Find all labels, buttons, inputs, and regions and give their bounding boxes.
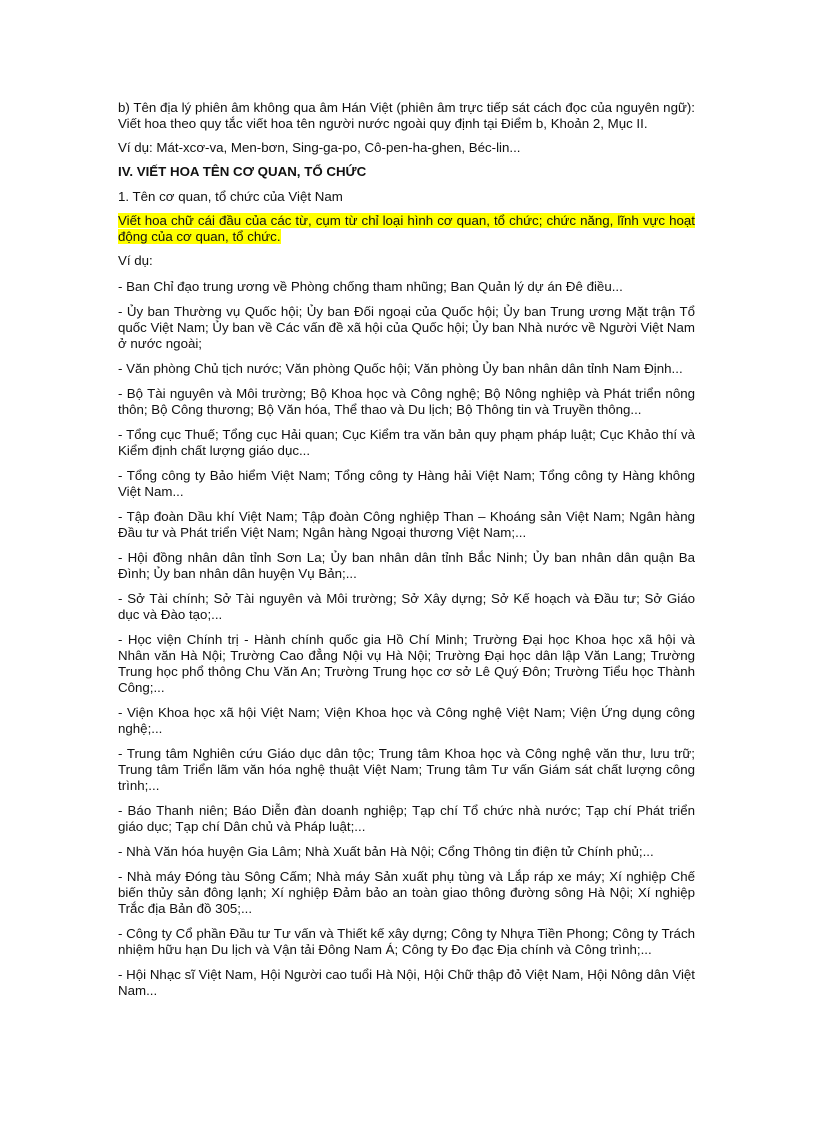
list-item: - Tổng công ty Bảo hiểm Việt Nam; Tổng công ty Hàng hải Việt Nam; Tổng công ty Hàng không Việt Nam... [118, 468, 695, 499]
list-item: - Công ty Cổ phần Đầu tư Tư vấn và Thiết kế xây dựng; Công ty Nhựa Tiền Phong; Công ty Trách nhiệm hữu hạn Du lịch và Vận tải Đông Nam Á; Công ty Đo đạc Địa chính và Công trình;... [118, 926, 695, 957]
examples-label: Ví dụ: [118, 253, 153, 268]
list-item: - Hội Nhạc sĩ Việt Nam, Hội Người cao tuổi Hà Nội, Hội Chữ thập đỏ Việt Nam, Hội Nông dân Việt Nam... [118, 967, 695, 998]
list-item: - Trung tâm Nghiên cứu Giáo dục dân tộc; Trung tâm Khoa học và Công nghệ văn thư, lưu trữ; Trung tâm Triển lãm văn hóa nghệ thuật Việt Nam; Trung tâm Tư vấn Giám sát chất lượng công trình;... [118, 746, 695, 793]
list-item: - Nhà Văn hóa huyện Gia Lâm; Nhà Xuất bản Hà Nội; Cổng Thông tin điện tử Chính phủ;... [118, 844, 654, 859]
list-item: - Ban Chỉ đạo trung ương về Phòng chống tham nhũng; Ban Quản lý dự án Đê điều... [118, 279, 623, 294]
list-item: - Học viện Chính trị - Hành chính quốc gia Hồ Chí Minh; Trường Đại học Khoa học xã hội và Nhân văn Hà Nội; Trường Cao đẳng Nội vụ Hà Nội; Trường Đại học dân lập Văn Lang; Trường Trung học phổ thông Chu Văn An; Trường Trung học cơ sở Lê Quý Đôn; Trường Tiểu học Thành Công;... [118, 632, 695, 695]
highlighted-rule: Viết hoa chữ cái đầu của các từ, cụm từ chỉ loại hình cơ quan, tổ chức; chức năng, lĩnh vực hoạt động của cơ quan, tổ chức. [118, 213, 695, 244]
list-item: - Tập đoàn Dầu khí Việt Nam; Tập đoàn Công nghiệp Than – Khoáng sản Việt Nam; Ngân hàng Đầu tư và Phát triển Việt Nam; Ngân hàng Ngoại thương Việt Nam;... [118, 509, 695, 540]
list-item: - Hội đồng nhân dân tỉnh Sơn La; Ủy ban nhân dân tỉnh Bắc Ninh; Ủy ban nhân dân quận Ba Đình; Ủy ban nhân dân huyện Vụ Bản;... [118, 550, 695, 581]
list-item: - Văn phòng Chủ tịch nước; Văn phòng Quốc hội; Văn phòng Ủy ban nhân dân tỉnh Nam Định... [118, 361, 683, 376]
list-item: - Báo Thanh niên; Báo Diễn đàn doanh nghiệp; Tạp chí Tổ chức nhà nước; Tạp chí Phát triển giáo dục; Tạp chí Dân chủ và Pháp luật;... [118, 803, 695, 834]
list-item: - Sở Tài chính; Sở Tài nguyên và Môi trường; Sở Xây dựng; Sở Kế hoạch và Đầu tư; Sở Giáo dục và Đào tạo;... [118, 591, 695, 622]
rule-paragraph [118, 213, 695, 245]
section-heading: IV. VIẾT HOA TÊN CƠ QUAN, TỔ CHỨC [118, 164, 367, 179]
subheading: 1. Tên cơ quan, tổ chức của Việt Nam [118, 189, 343, 204]
list-item: - Bộ Tài nguyên và Môi trường; Bộ Khoa học và Công nghệ; Bộ Nông nghiệp và Phát triển nông thôn; Bộ Công thương; Bộ Văn hóa, Thể thao và Du lịch; Bộ Thông tin và Truyền thông... [118, 386, 695, 417]
section-b-paragraph: b) Tên địa lý phiên âm không qua âm Hán Việt (phiên âm trực tiếp sát cách đọc của nguyên ngữ): Viết hoa theo quy tắc viết hoa tên người nước ngoài quy định tại Điểm b, Khoản 2, Mục II. [118, 100, 695, 131]
list-item: - Viện Khoa học xã hội Việt Nam; Viện Khoa học và Công nghệ Việt Nam; Viện Ứng dụng công nghệ;... [118, 705, 695, 736]
list-item: - Tổng cục Thuế; Tổng cục Hải quan; Cục Kiểm tra văn bản quy phạm pháp luật; Cục Khảo thí và Kiểm định chất lượng giáo dục... [118, 427, 695, 458]
list-item: - Ủy ban Thường vụ Quốc hội; Ủy ban Đối ngoại của Quốc hội; Ủy ban Trung ương Mặt trận Tổ quốc Việt Nam; Ủy ban về Các vấn đề xã hội của Quốc hội; Ủy ban Nhà nước về Người Việt Nam ở nước ngoài; [118, 304, 695, 351]
section-b-example: Ví dụ: Mát-xcơ-va, Men-bơn, Sing-ga-po, Cô-pen-ha-ghen, Béc-lin... [118, 140, 521, 155]
document-page [118, 100, 695, 1008]
list-item: - Nhà máy Đóng tàu Sông Cấm; Nhà máy Sản xuất phụ tùng và Lắp ráp xe máy; Xí nghiệp Chế biến thủy sản đông lạnh; Xí nghiệp Đảm bảo an toàn giao thông đường sông Hà Nội; Xí nghiệp Trắc địa Bản đồ 305;... [118, 869, 695, 916]
